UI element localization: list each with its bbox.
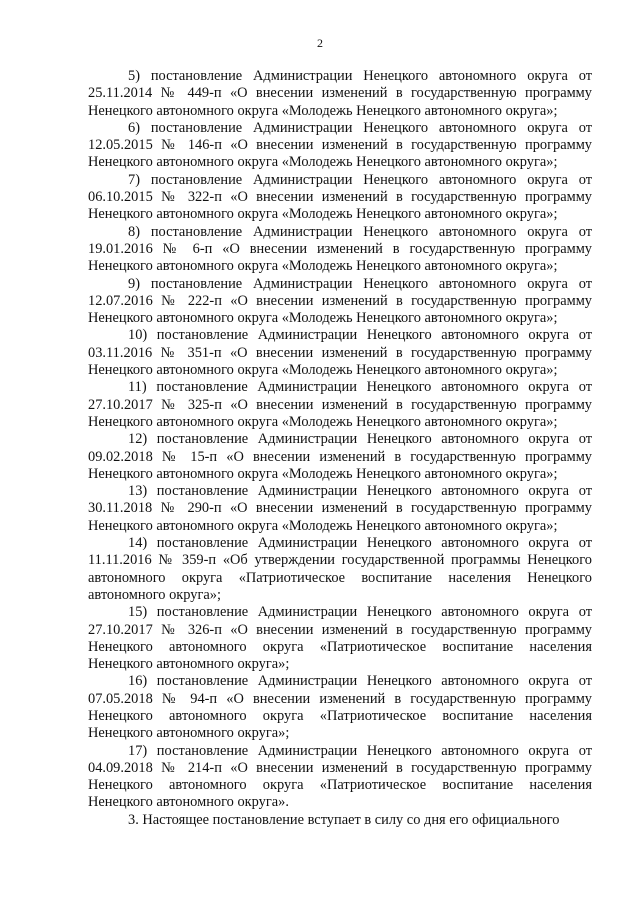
- list-item: 6) постановление Администрации Ненецкого автономного округа от 12.05.2015 № 146-п «О внесении изменений в государственную программу Ненецкого автономного округа «Молодежь Ненецкого автономного округа»;: [88, 119, 592, 171]
- list-item: 13) постановление Администрации Ненецкого автономного округа от 30.11.2018 № 290-п «О внесении изменений в государственную программу Ненецкого автономного округа «Молодежь Ненецкого автономного округа»;: [88, 483, 592, 534]
- list-item: 15) постановление Администрации Ненецкого автономного округа от 27.10.2017 № 326-п «О внесении изменений в государственную программу Ненецкого автономного округа «Патриотическое воспитание населения Ненецкого автономного округа»;: [88, 604, 592, 673]
- list-item: 17) постановление Администрации Ненецкого автономного округа от 04.09.2018 № 214-п «О внесении изменений в государственную программу Ненецкого автономного округа «Патриотическое воспитание населения Ненецкого автономного округа».: [88, 742, 592, 811]
- page-number: 2: [317, 36, 323, 50]
- list-item: 7) постановление Администрации Ненецкого автономного округа от 06.10.2015 № 322-п «О внесении изменений в государственную программу Ненецкого автономного округа «Молодежь Ненецкого автономного округа»;: [88, 171, 592, 223]
- clause-paragraph: 3. Настоящее постановление вступает в силу со дня его официального: [128, 811, 560, 828]
- document-body: [88, 68, 592, 829]
- list-item: 11) постановление Администрации Ненецкого автономного округа от 27.10.2017 № 325-п «О внесении изменений в государственную программу Ненецкого автономного округа «Молодежь Ненецкого автономного округа»;: [88, 379, 592, 430]
- list-item: 9) постановление Администрации Ненецкого автономного округа от 12.07.2016 № 222-п «О внесении изменений в государственную программу Ненецкого автономного округа «Молодежь Ненецкого автономного округа»;: [88, 275, 592, 327]
- list-item: 16) постановление Администрации Ненецкого автономного округа от 07.05.2018 № 94-п «О внесении изменений в государственную программу Ненецкого автономного округа «Патриотическое воспитание населения Ненецкого автономного округа»;: [88, 673, 592, 742]
- list-item: 8) постановление Администрации Ненецкого автономного округа от 19.01.2016 № 6-п «О внесении изменений в государственную программу Ненецкого автономного округа «Молодежь Ненецкого автономного округа»;: [88, 223, 592, 275]
- list-item: 12) постановление Администрации Ненецкого автономного округа от 09.02.2018 № 15-п «О внесении изменений в государственную программу Ненецкого автономного округа «Молодежь Ненецкого автономного округа»;: [88, 431, 592, 482]
- list-item: 14) постановление Администрации Ненецкого автономного округа от 11.11.2016 № 359-п «Об утверждении государственной программы Ненецкого автономного округа «Патриотическое воспитание населения Ненецкого автономного округа»;: [88, 535, 592, 603]
- list-item: 5) постановление Администрации Ненецкого автономного округа от 25.11.2014 № 449-п «О внесении изменений в государственную программу Ненецкого автономного округа «Молодежь Ненецкого автономного округа»;: [88, 68, 592, 119]
- list-item: 10) постановление Администрации Ненецкого автономного округа от 03.11.2016 № 351-п «О внесении изменений в государственную программу Ненецкого автономного округа «Молодежь Ненецкого автономного округа»;: [88, 327, 592, 379]
